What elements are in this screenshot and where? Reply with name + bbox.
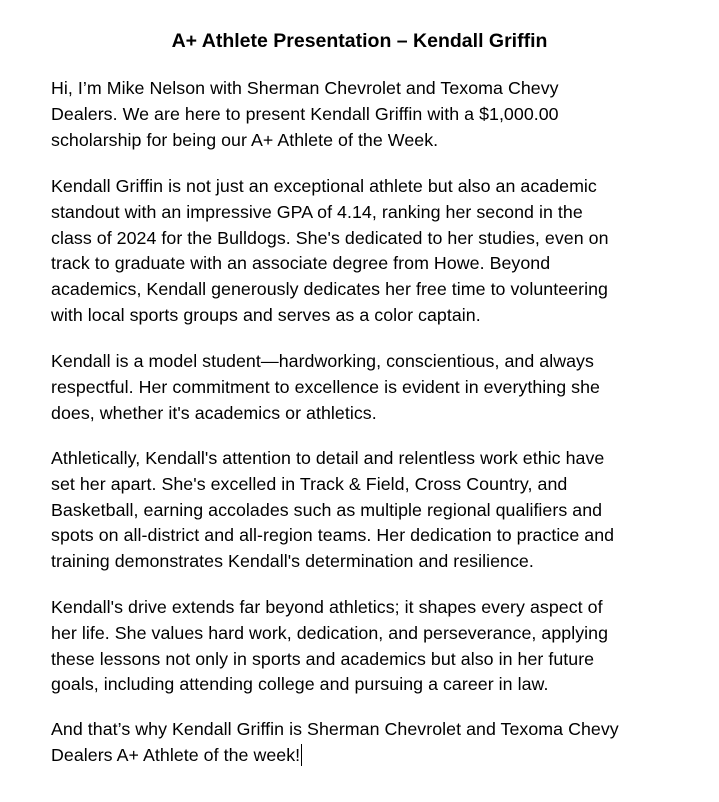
text-line: track to graduate with an associate degree from Howe. Beyond — [51, 253, 551, 274]
text-line: spots on all-district and all-region teams. Her dedication to practice and — [51, 525, 615, 546]
text-line: Athletically, Kendall's attention to detail and relentless work ethic have — [51, 448, 605, 468]
text-line-content: Dealers A+ Athlete of the week! — [51, 744, 301, 765]
paragraph-athletics[interactable] — [51, 446, 691, 575]
text-line: Kendall is a model student—hardworking, conscientious, and always — [51, 351, 594, 371]
paragraph-character[interactable] — [51, 349, 691, 426]
paragraph-drive[interactable] — [51, 595, 691, 698]
text-line: goals, including attending college and pursuing a career in law. — [51, 674, 549, 695]
paragraph-introduction[interactable] — [51, 76, 691, 153]
text-line: class of 2024 for the Bulldogs. She's dedicated to her studies, even on — [51, 227, 609, 248]
text-line: these lessons not only in sports and academics but also in her future — [51, 648, 595, 669]
text-line: set her apart. She's excelled in Track & Field, Cross Country, and — [51, 473, 568, 494]
text-line: scholarship for being our A+ Athlete of the Week. — [51, 129, 439, 150]
text-line: Basketball, earning accolades such as multiple regional qualifiers and — [51, 499, 603, 520]
text-line: standout with an impressive GPA of 4.14, ranking her second in the — [51, 201, 583, 222]
text-line: Kendall Griffin is not just an exceptional athlete but also an academic — [51, 176, 597, 196]
text-line: her life. She values hard work, dedication, and perseverance, applying — [51, 622, 609, 643]
text-line: training demonstrates Kendall's determination and resilience. — [51, 551, 534, 572]
text-line: Dealers. We are here to present Kendall Griffin with a $1,000.00 — [51, 103, 559, 124]
text-line: Hi, I’m Mike Nelson with Sherman Chevrolet and Texoma Chevy — [51, 78, 559, 98]
document-title: A+ Athlete Presentation – Kendall Griffin — [171, 30, 548, 52]
text-line: And that’s why Kendall Griffin is Sherman Chevrolet and Texoma Chevy — [51, 719, 619, 739]
text-line: does, whether it's academics or athletics. — [51, 402, 377, 423]
text-line: Kendall's drive extends far beyond athletics; it shapes every aspect of — [51, 597, 603, 617]
paragraph-closing[interactable] — [51, 717, 691, 769]
text-line: respectful. Her commitment to excellence is evident in everything she — [51, 376, 600, 397]
text-cursor — [301, 744, 302, 766]
text-line-last — [51, 743, 691, 769]
text-line: academics, Kendall generously dedicates her free time to volunteering — [51, 279, 608, 300]
text-line: with local sports groups and serves as a color captain. — [51, 304, 481, 325]
paragraph-academics[interactable] — [51, 174, 691, 329]
